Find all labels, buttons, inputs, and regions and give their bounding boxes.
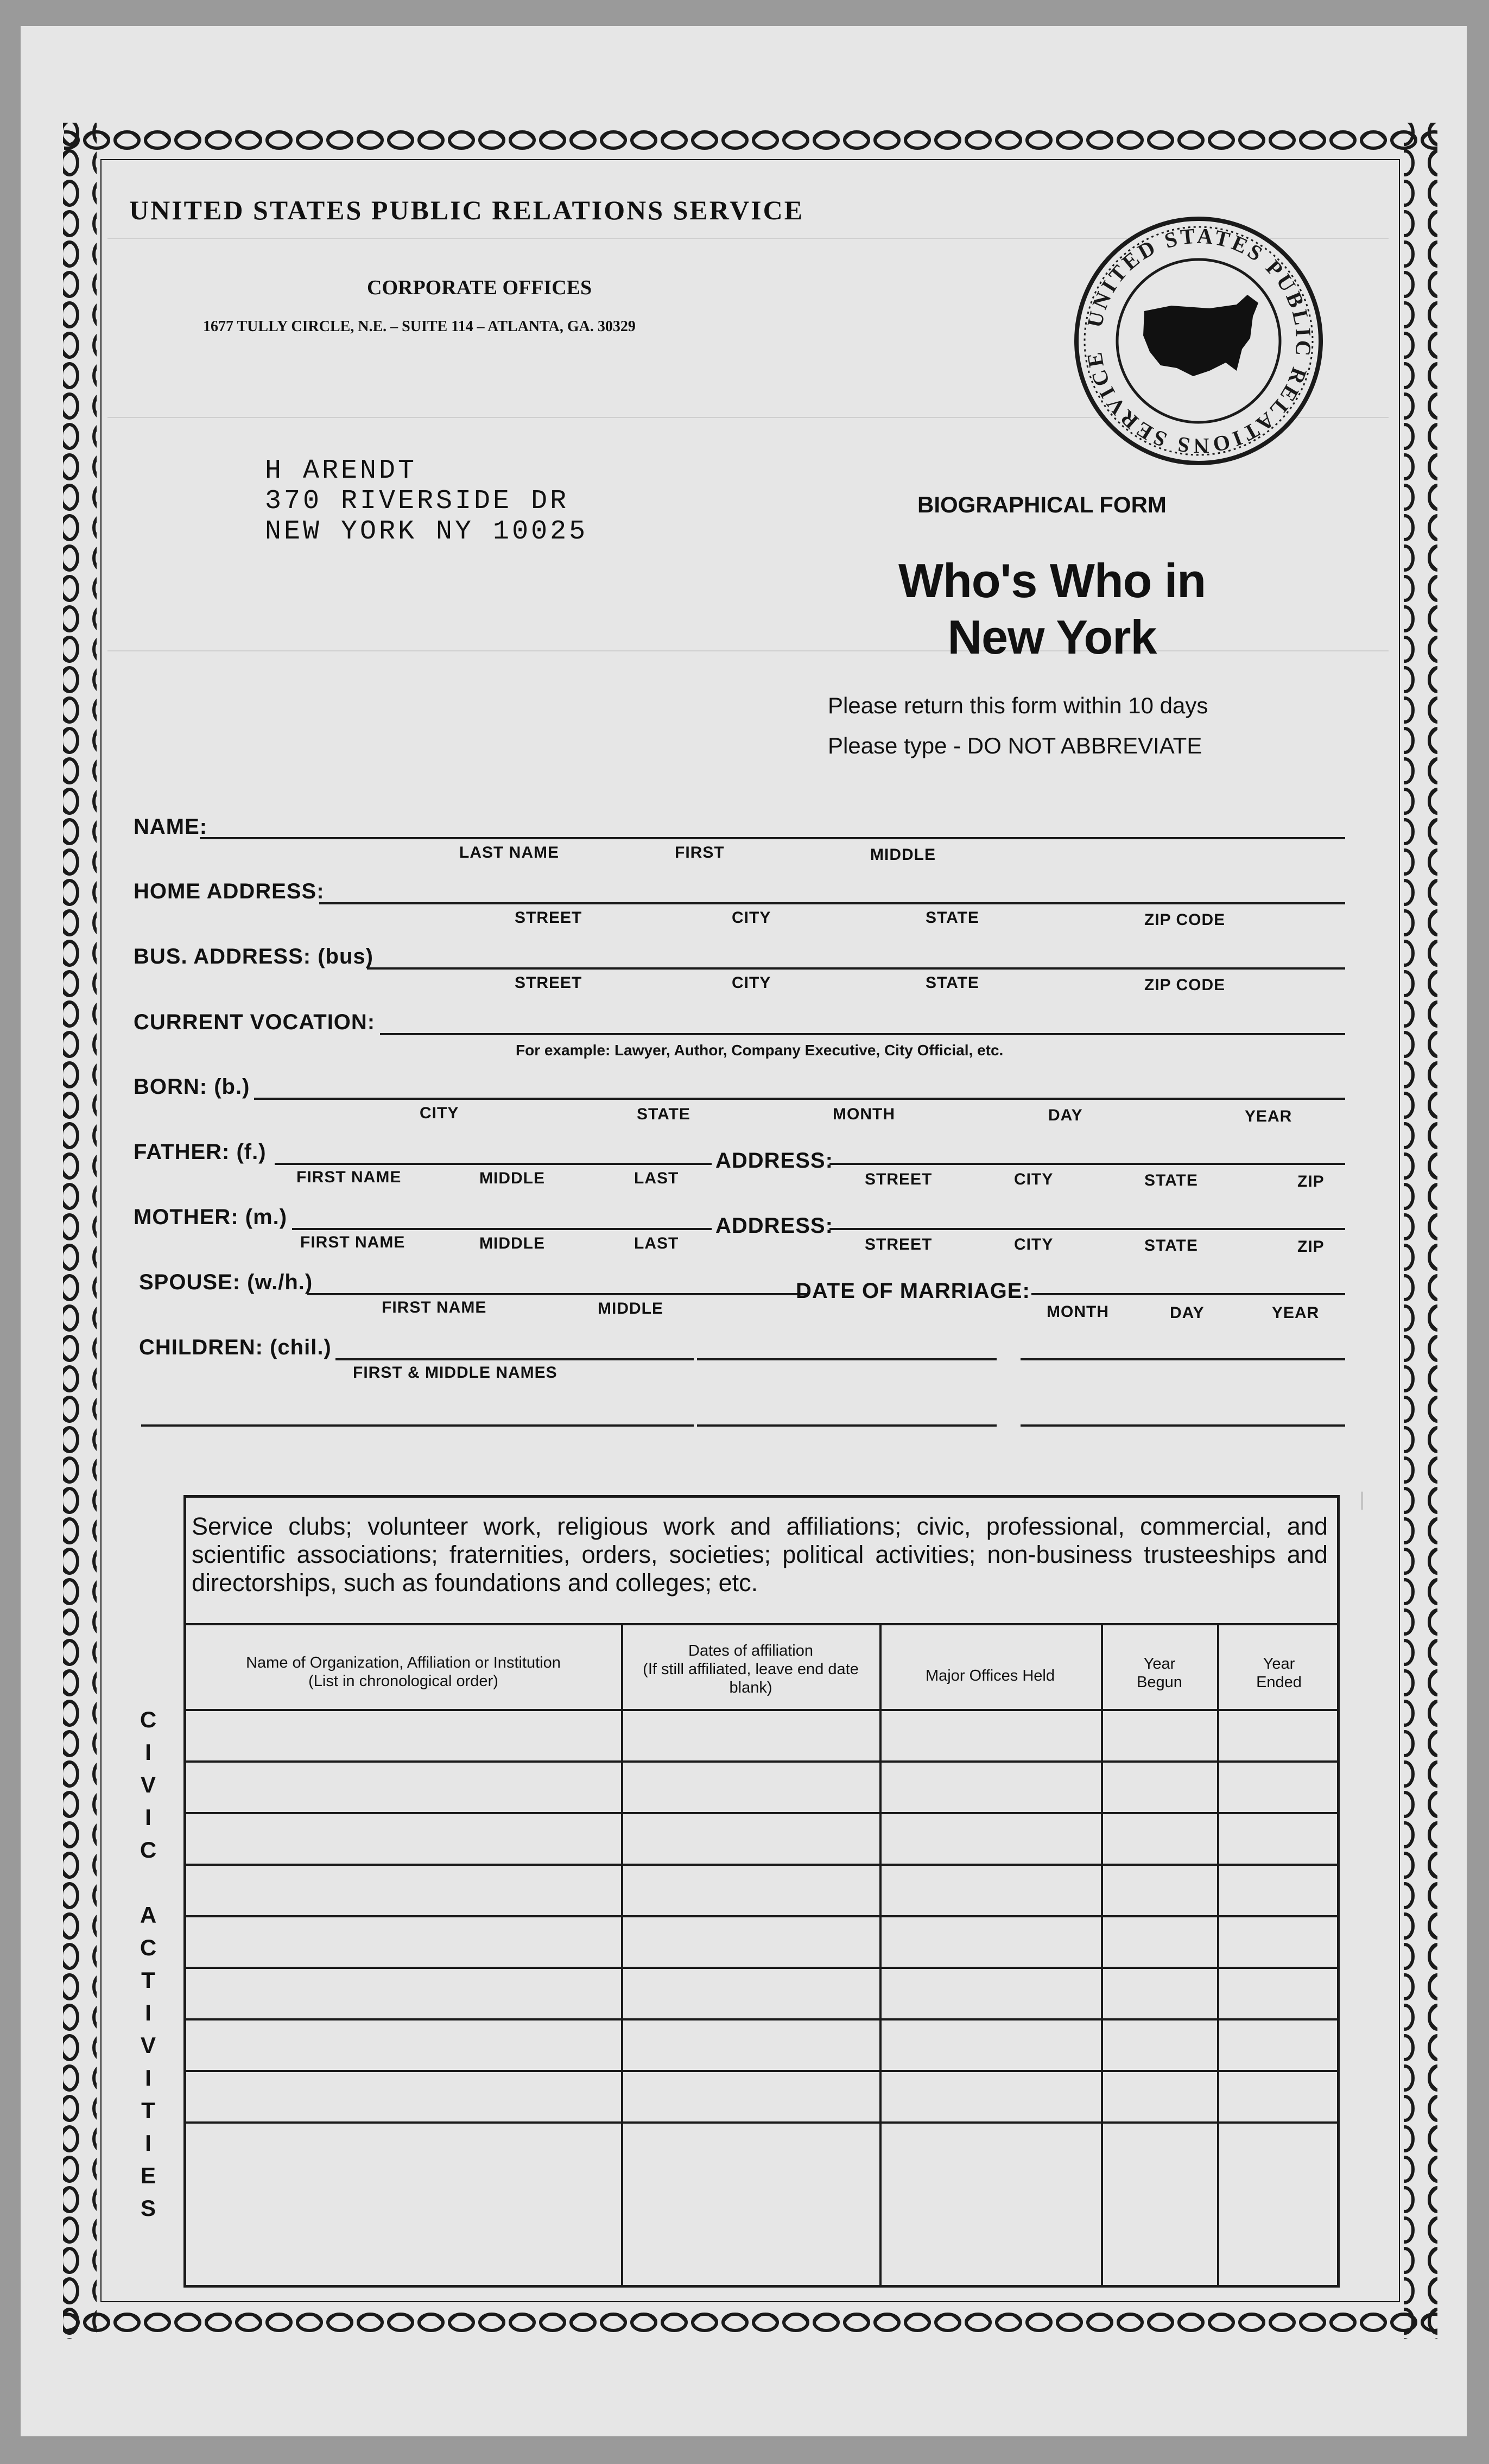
civic-cell-dates[interactable]: [624, 2073, 876, 2118]
side-letter: [135, 1866, 162, 1899]
sub-city: CITY: [732, 974, 771, 992]
civic-cell-year-begun[interactable]: [1104, 2125, 1214, 2170]
civic-cell-offices[interactable]: [883, 2022, 1098, 2067]
sub-street: STREET: [515, 974, 582, 992]
civic-cell-dates[interactable]: [624, 2022, 876, 2067]
civic-cell-year-begun[interactable]: [1104, 2022, 1214, 2067]
civic-cell-organization[interactable]: [189, 1815, 618, 1860]
side-letter: C: [140, 1837, 157, 1863]
civic-cell-dates[interactable]: [624, 1918, 876, 1963]
sub-state: STATE: [1144, 1237, 1198, 1255]
vocation-label: CURRENT VOCATION:: [134, 1010, 376, 1034]
children-field-1[interactable]: [335, 1358, 694, 1360]
born-field[interactable]: [254, 1098, 1345, 1100]
side-letter: S: [140, 2195, 156, 2221]
civic-cell-dates[interactable]: [624, 1764, 876, 1809]
sub-city: CITY: [1014, 1236, 1054, 1253]
col-divider: [1217, 1623, 1219, 2288]
civic-cell-dates[interactable]: [624, 1815, 876, 1860]
civic-cell-offices[interactable]: [883, 1764, 1098, 1809]
civic-row-line: [183, 1709, 1340, 1711]
civic-cell-offices[interactable]: [883, 1712, 1098, 1757]
col-header-year-ended: [1225, 1655, 1333, 1692]
col-header-year-begun: [1108, 1655, 1211, 1692]
side-letter: I: [145, 1804, 151, 1830]
civic-activities-side-label: [135, 1703, 162, 2225]
civic-cell-offices[interactable]: [883, 1970, 1098, 2015]
sub-zip: ZIP CODE: [1144, 976, 1226, 994]
civic-cell-dates[interactable]: [624, 1712, 876, 1757]
father-address-field[interactable]: [829, 1163, 1345, 1165]
col-title: Year: [1143, 1655, 1176, 1673]
side-letter: V: [140, 2032, 156, 2058]
form-type: BIOGRAPHICAL FORM: [917, 492, 1167, 517]
civic-cell-organization[interactable]: [189, 1764, 618, 1809]
civic-cell-year-ended[interactable]: [1220, 2073, 1334, 2118]
civic-cell-offices[interactable]: [883, 1867, 1098, 1912]
col-divider: [879, 1623, 882, 2288]
sub-city: CITY: [420, 1104, 459, 1122]
sub-state: STATE: [1144, 1171, 1198, 1189]
civic-cell-organization[interactable]: [189, 1712, 618, 1757]
sub-zip: ZIP: [1297, 1238, 1325, 1256]
civic-row-line: [183, 1967, 1340, 1969]
civic-cell-year-ended[interactable]: [1220, 1815, 1334, 1860]
side-letter: T: [141, 1967, 155, 1993]
mother-address-field[interactable]: [829, 1228, 1345, 1230]
sub-first-name: FIRST NAME: [296, 1168, 402, 1186]
civic-row-line: [183, 2018, 1340, 2020]
seal-emblem: [1063, 213, 1334, 468]
civic-row-line: [183, 1864, 1340, 1866]
corporate-address: 1677 TULLY CIRCLE, N.E. – SUITE 114 – ATLANTA, GA. 30329: [203, 318, 636, 335]
name-field[interactable]: [200, 837, 1345, 839]
side-letter: C: [140, 1707, 157, 1732]
civic-row-line: [183, 1915, 1340, 1917]
sub-first-name: FIRST NAME: [300, 1233, 405, 1251]
sub-year: YEAR: [1245, 1107, 1292, 1125]
side-letter: T: [141, 2098, 155, 2123]
civic-cell-organization[interactable]: [189, 1867, 618, 1912]
civic-cell-year-ended[interactable]: [1220, 1918, 1334, 1963]
spouse-name-field[interactable]: [307, 1293, 807, 1295]
col-title: Year: [1263, 1655, 1295, 1673]
side-letter: C: [140, 1935, 157, 1960]
addressee-city: NEW YORK NY 10025: [265, 516, 588, 547]
sub-state: STATE: [637, 1105, 690, 1123]
civic-cell-offices[interactable]: [883, 2073, 1098, 2118]
name-label: NAME:: [134, 815, 208, 839]
civic-intro: Service clubs; volunteer work, religious work and affiliations; civic, professional, commercial, and scientific associations; fraternities, orders, societies; political activities; non-business trusteeships and directorships, such as foundations and colleges; etc.: [192, 1512, 1328, 1597]
vocation-example: For example: Lawyer, Author, Company Executive, City Official, etc.: [516, 1042, 1004, 1059]
sub-middle: MIDDLE: [479, 1169, 545, 1187]
return-instruction: Please return this form within 10 days: [828, 693, 1208, 718]
civic-row-line: [183, 1812, 1340, 1814]
father-name-field[interactable]: [275, 1163, 712, 1165]
civic-cell-year-ended[interactable]: [1220, 2022, 1334, 2067]
side-letter: V: [140, 1772, 156, 1797]
sub-zip: ZIP CODE: [1144, 911, 1226, 929]
sub-year: YEAR: [1272, 1304, 1320, 1322]
mother-name-field[interactable]: [292, 1228, 712, 1230]
sub-day: DAY: [1048, 1106, 1083, 1124]
addressee-street: 370 RIVERSIDE DR: [265, 486, 569, 517]
sub-last: LAST: [634, 1169, 679, 1187]
children-field-6[interactable]: [1021, 1424, 1345, 1427]
sub-zip: ZIP: [1297, 1173, 1325, 1190]
civic-cell-dates[interactable]: [624, 1970, 876, 2015]
col-title: Major Offices Held: [926, 1667, 1055, 1684]
form-title: [813, 553, 1291, 666]
sub-month: MONTH: [1047, 1303, 1109, 1321]
col-divider: [621, 1623, 623, 2288]
addressee-name: H ARENDT: [265, 455, 417, 486]
side-letter: I: [145, 2130, 151, 2156]
father-address-label: ADDRESS:: [715, 1149, 833, 1173]
sub-first-name: FIRST NAME: [382, 1298, 487, 1316]
form-sheet: [21, 26, 1467, 2436]
civic-cell-organization[interactable]: [189, 1918, 618, 1963]
children-field-5[interactable]: [697, 1424, 997, 1427]
civic-cell-year-ended[interactable]: [1220, 1712, 1334, 1757]
father-label: FATHER: (f.): [134, 1140, 267, 1164]
civic-cell-year-ended[interactable]: [1220, 1970, 1334, 2015]
children-field-2[interactable]: [697, 1358, 997, 1360]
civic-cell-offices[interactable]: [883, 1918, 1098, 1963]
civic-cell-year-begun[interactable]: [1104, 2073, 1214, 2118]
sub-street: STREET: [515, 909, 582, 927]
col-header-organization: [194, 1654, 612, 1690]
spouse-label: SPOUSE: (w./h.): [139, 1270, 313, 1294]
sub-street: STREET: [865, 1236, 933, 1253]
col-note: (If still affiliated, leave end date blank): [643, 1661, 859, 1696]
col-title: Name of Organization, Affiliation or Institution: [246, 1654, 561, 1671]
mother-address-label: ADDRESS:: [715, 1214, 833, 1238]
home-address-field[interactable]: [319, 902, 1345, 904]
civic-cell-organization[interactable]: [189, 2125, 618, 2170]
civic-cell-organization[interactable]: [189, 2022, 618, 2067]
side-letter: E: [140, 2163, 156, 2188]
side-letter: A: [140, 1902, 157, 1928]
sub-last-name: LAST NAME: [459, 844, 559, 862]
civic-cell-dates[interactable]: [624, 2125, 876, 2170]
civic-cell-organization[interactable]: [189, 2073, 618, 2118]
civic-intro-divider: [183, 1623, 1340, 1625]
civic-cell-year-ended[interactable]: [1220, 1867, 1334, 1912]
bus-address-label: BUS. ADDRESS: (bus): [134, 945, 373, 968]
col-header-offices: [887, 1667, 1093, 1685]
civic-cell-year-begun[interactable]: [1104, 1815, 1214, 1860]
civic-row-line: [183, 1760, 1340, 1763]
addressee-block: [265, 456, 588, 547]
civic-cell-organization[interactable]: [189, 1970, 618, 2015]
children-label: CHILDREN: (chil.): [139, 1335, 332, 1359]
civic-row-line: [183, 2121, 1340, 2124]
marriage-date-field[interactable]: [1031, 1293, 1345, 1295]
civic-cell-year-begun[interactable]: [1104, 1970, 1214, 2015]
company-name: UNITED STATES PUBLIC RELATIONS SERVICE: [129, 195, 804, 225]
civic-cell-offices[interactable]: [883, 2125, 1098, 2170]
sub-middle: MIDDLE: [479, 1234, 545, 1252]
sub-middle: MIDDLE: [870, 846, 936, 864]
civic-cell-year-begun[interactable]: [1104, 1867, 1214, 1912]
col-title: Dates of affiliation: [688, 1642, 813, 1659]
home-address-label: HOME ADDRESS:: [134, 879, 325, 903]
civic-cell-year-begun[interactable]: [1104, 1918, 1214, 1963]
form-title-line2: New York: [947, 610, 1157, 664]
vocation-field[interactable]: [380, 1033, 1345, 1035]
sub-city: CITY: [732, 909, 771, 927]
col-note: Begun: [1137, 1674, 1182, 1691]
col-note: Ended: [1256, 1674, 1302, 1691]
col-header-dates: [629, 1642, 873, 1697]
civic-cell-year-begun[interactable]: [1104, 1712, 1214, 1757]
col-note: (List in chronological order): [308, 1673, 498, 1690]
corporate-offices-label: CORPORATE OFFICES: [367, 276, 592, 299]
civic-cell-dates[interactable]: [624, 1867, 876, 1912]
bus-address-field[interactable]: [367, 967, 1345, 970]
form-title-line1: Who's Who in: [898, 554, 1206, 607]
born-label: BORN: (b.): [134, 1075, 250, 1099]
civic-cell-year-ended[interactable]: [1220, 2125, 1334, 2170]
side-letter: I: [145, 1739, 151, 1765]
sub-first: FIRST: [675, 844, 725, 862]
sub-day: DAY: [1170, 1304, 1205, 1322]
sub-city: CITY: [1014, 1170, 1054, 1188]
seal-text: UNITED STATES PUBLIC RELATIONS SERVICE: [1081, 223, 1316, 459]
civic-cell-offices[interactable]: [883, 1815, 1098, 1860]
sub-month: MONTH: [833, 1105, 895, 1123]
side-letter: I: [145, 2000, 151, 2025]
col-divider: [1101, 1623, 1103, 2288]
bleed-through-mark: ▏: [1361, 1492, 1373, 1509]
side-letter: I: [145, 2065, 151, 2091]
sub-first-middle-names: FIRST & MIDDLE NAMES: [353, 1364, 557, 1382]
sub-street: STREET: [865, 1170, 933, 1188]
sub-middle: MIDDLE: [598, 1300, 663, 1317]
children-field-4[interactable]: [141, 1424, 694, 1427]
civic-row-line: [183, 2070, 1340, 2072]
sub-last: LAST: [634, 1234, 679, 1252]
sub-state: STATE: [926, 974, 979, 992]
type-instruction: Please type - DO NOT ABBREVIATE: [828, 733, 1202, 758]
civic-cell-year-begun[interactable]: [1104, 1764, 1214, 1809]
civic-cell-year-ended[interactable]: [1220, 1764, 1334, 1809]
sub-state: STATE: [926, 909, 979, 927]
marriage-date-label: DATE OF MARRIAGE:: [796, 1279, 1030, 1303]
mother-label: MOTHER: (m.): [134, 1205, 288, 1229]
children-field-3[interactable]: [1021, 1358, 1345, 1360]
